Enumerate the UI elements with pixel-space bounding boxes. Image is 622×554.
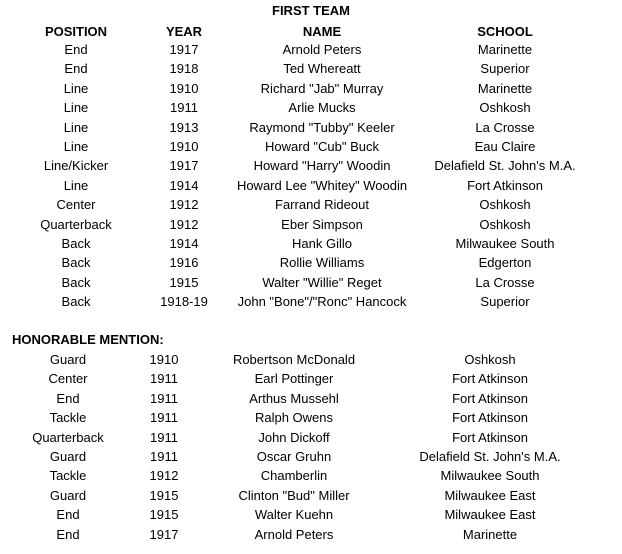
position-cell: End (56, 507, 80, 523)
year-cell: 1911 (150, 410, 178, 426)
name-cell: Richard "Jab" Murray (260, 80, 384, 96)
table-row (0, 79, 622, 98)
school-cell: Milwaukee South (440, 468, 540, 484)
school-cell: Oshkosh (479, 197, 531, 213)
year-cell: 1916 (169, 255, 199, 271)
name-cell: Chamberlin (260, 468, 328, 484)
year-cell: 1910 (169, 139, 199, 154)
name-cell: Hank Gillo (292, 236, 352, 251)
year-cell: 1912 (149, 468, 179, 484)
table-row (0, 156, 622, 175)
table-row (0, 59, 622, 78)
year-cell: 1915 (169, 274, 199, 290)
table-row (0, 525, 622, 544)
name-cell: Oscar Gruhn (256, 449, 332, 464)
school-cell: Marinette (462, 526, 518, 542)
position-cell: Line (63, 100, 89, 116)
name-cell: John Dickoff (258, 429, 330, 445)
header-position: POSITION (44, 24, 108, 39)
header-school: SCHOOL (477, 24, 533, 39)
name-cell: Howard "Harry" Woodin (253, 158, 391, 174)
school-cell: Fort Atkinson (452, 429, 528, 445)
school-cell: Eau Claire (474, 139, 536, 154)
year-cell: 1911 (150, 429, 178, 445)
table-row (0, 234, 622, 253)
table-row (0, 389, 622, 408)
school-cell: Marinette (477, 80, 533, 96)
year-cell: 1915 (149, 507, 179, 523)
year-cell: 1912 (169, 216, 199, 232)
name-cell: Raymond "Tubby" Keeler (249, 119, 395, 135)
table-row (0, 40, 622, 59)
honorable-mention-title: HONORABLE MENTION: (12, 332, 164, 347)
year-cell: 1918 (169, 61, 199, 77)
position-cell: Quarterback (40, 216, 112, 232)
name-cell: Arthus Mussehl (249, 390, 339, 406)
header-year: YEAR (165, 24, 203, 39)
table-row (0, 505, 622, 524)
school-cell: La Crosse (475, 274, 535, 290)
position-cell: Back (61, 294, 91, 310)
name-cell: Farrand Rideout (275, 197, 369, 213)
year-cell: 1910 (169, 80, 199, 96)
school-cell: Fort Atkinson (452, 410, 528, 426)
position-cell: Line/Kicker (43, 158, 109, 174)
name-cell: John "Bone"/"Ronc" Hancock (237, 294, 407, 310)
table-row (0, 486, 622, 505)
position-cell: End (56, 390, 80, 406)
table-row (0, 195, 622, 214)
position-cell: Line (63, 80, 89, 96)
name-cell: Robertson McDonald (232, 352, 356, 367)
year-cell: 1911 (170, 100, 198, 116)
position-cell: End (64, 42, 88, 57)
position-cell: Quarterback (32, 429, 104, 445)
year-cell: 1911 (150, 449, 178, 464)
year-cell: 1912 (169, 197, 199, 213)
position-cell: Tackle (49, 468, 87, 484)
year-cell: 1914 (169, 236, 199, 251)
table-row (0, 447, 622, 466)
year-cell: 1911 (150, 371, 178, 387)
table-row (0, 428, 622, 447)
table-row (0, 215, 622, 234)
year-cell: 1918-19 (160, 294, 208, 310)
position-cell: Center (48, 371, 88, 387)
name-cell: Walter "Willie" Reget (262, 274, 382, 290)
table-row (0, 137, 622, 156)
year-cell: 1917 (169, 158, 199, 174)
school-cell: Marinette (477, 42, 533, 57)
position-cell: Guard (49, 487, 87, 503)
year-cell: 1910 (149, 352, 179, 367)
school-cell: Oshkosh (479, 216, 531, 232)
year-cell: 1913 (169, 119, 199, 135)
name-cell: Arlie Mucks (288, 100, 356, 116)
position-cell: Back (61, 236, 91, 251)
position-cell: Guard (49, 449, 87, 464)
table-row (0, 273, 622, 292)
name-cell: Howard Lee "Whitey" Woodin (236, 177, 408, 193)
name-cell: Arnold Peters (282, 42, 362, 57)
position-cell: Center (56, 197, 96, 213)
first-team-title: FIRST TEAM (272, 3, 350, 18)
year-cell: 1915 (149, 487, 179, 503)
table-row (0, 369, 622, 388)
table-row (0, 408, 622, 427)
table-row (0, 292, 622, 311)
year-cell: 1914 (169, 177, 199, 193)
name-cell: Howard "Cub" Buck (265, 139, 379, 154)
position-cell: End (64, 61, 88, 77)
name-cell: Earl Pottinger (254, 371, 334, 387)
name-cell: Rollie Williams (279, 255, 365, 271)
school-cell: Oshkosh (464, 352, 516, 367)
name-cell: Arnold Peters (254, 526, 334, 542)
name-cell: Ralph Owens (254, 410, 334, 426)
table-row (0, 176, 622, 195)
school-cell: Fort Atkinson (452, 371, 528, 387)
school-cell: Fort Atkinson (467, 177, 543, 193)
table-row (0, 253, 622, 272)
name-cell: Ted Whereatt (283, 61, 361, 77)
name-cell: Walter Kuehn (254, 507, 334, 523)
header-name: NAME (302, 24, 342, 39)
table-row (0, 350, 622, 369)
school-cell: Delafield St. John's M.A. (419, 449, 561, 464)
school-cell: Oshkosh (479, 100, 531, 116)
position-cell: Line (63, 177, 89, 193)
school-cell: Edgerton (478, 255, 532, 271)
table-row (0, 118, 622, 137)
school-cell: La Crosse (475, 119, 535, 135)
name-cell: Clinton "Bud" Miller (238, 487, 350, 503)
position-cell: Tackle (49, 410, 87, 426)
position-cell: Line (63, 139, 89, 154)
position-cell: Line (63, 119, 89, 135)
table-row (0, 98, 622, 117)
school-cell: Delafield St. John's M.A. (434, 158, 576, 174)
position-cell: Back (61, 274, 91, 290)
school-cell: Milwaukee East (444, 507, 536, 523)
school-cell: Superior (480, 294, 530, 310)
year-cell: 1917 (149, 526, 179, 542)
position-cell: Guard (49, 352, 87, 367)
school-cell: Superior (480, 61, 530, 77)
school-cell: Milwaukee East (444, 487, 536, 503)
table-row (0, 466, 622, 485)
name-cell: Eber Simpson (281, 216, 363, 232)
school-cell: Milwaukee South (455, 236, 555, 251)
school-cell: Fort Atkinson (452, 390, 528, 406)
position-cell: End (56, 526, 80, 542)
year-cell: 1911 (150, 390, 178, 406)
year-cell: 1917 (169, 42, 199, 57)
position-cell: Back (61, 255, 91, 271)
